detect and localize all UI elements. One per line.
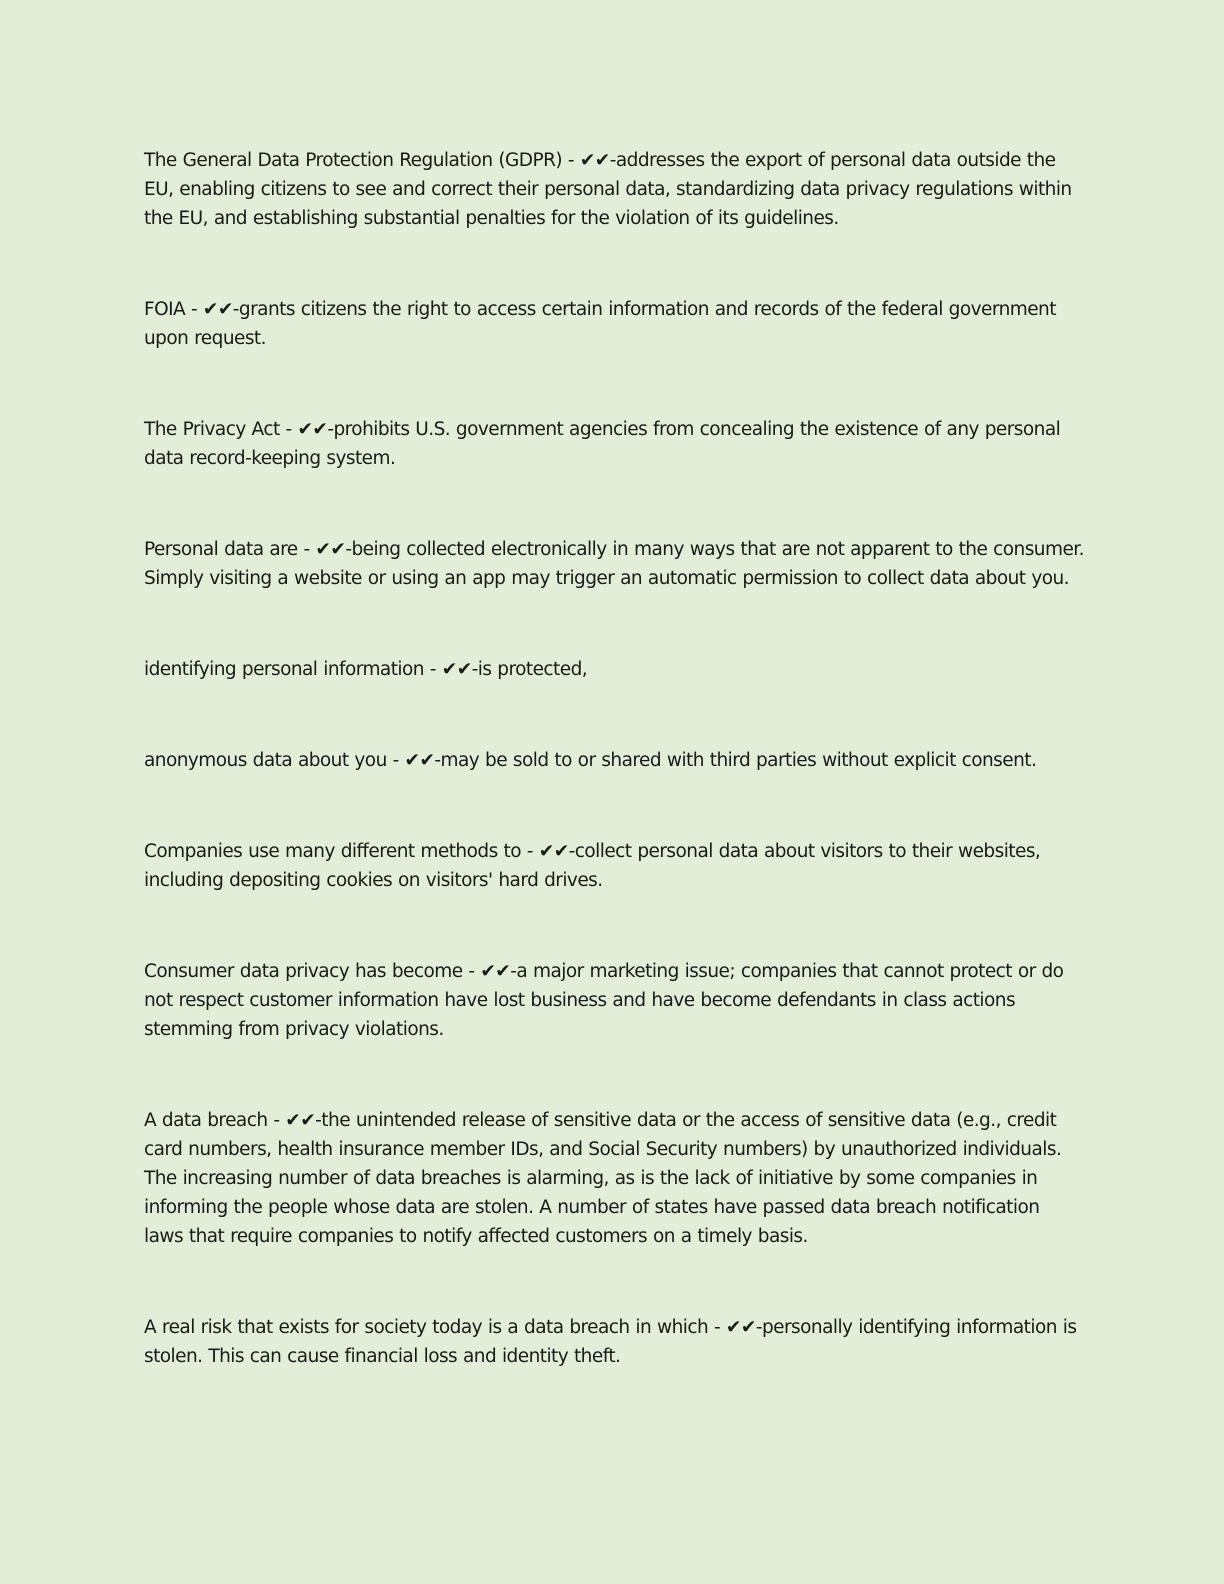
- flashcard-entry-data-breach: A data breach - ✔✔-the unintended release of sensitive data or the access of sensitive data (e.g., credit card numbers, health insurance member IDs, and Social Security numbers) by unauthorized individuals. The increasing number of data breaches is alarming, as is the lack of initiative by some companies in informing the people whose data are stolen. A number of states have passed data breach notification laws that require companies to notify affected customers on a timely basis.: [144, 1110, 1062, 1247]
- flashcard-entry-consumer-privacy: Consumer data privacy has become - ✔✔-a major marketing issue; companies that cannot protect or do not respect customer information have lost business and have become defendants in class actions stemming from privacy violations.: [144, 961, 1064, 1040]
- flashcard-entry-personal-data: Personal data are - ✔✔-being collected electronically in many ways that are not apparent to the consumer. Simply visiting a website or using an app may trigger an automatic permission to collect data about you.: [144, 539, 1084, 589]
- flashcard-entry-real-risk: A real risk that exists for society today is a data breach in which - ✔✔-personally identifying information is stolen. This can cause financial loss and identity theft.: [144, 1317, 1077, 1367]
- flashcard-list: [144, 146, 1084, 1371]
- flashcard-entry-foia: FOIA - ✔✔-grants citizens the right to access certain information and records of the federal government upon request.: [144, 299, 1056, 349]
- flashcard-entry-privacy-act: The Privacy Act - ✔✔-prohibits U.S. government agencies from concealing the existence of any personal data record-keeping system.: [144, 419, 1061, 469]
- flashcard-entry-identifying-info: identifying personal information - ✔✔-is protected,: [144, 659, 588, 680]
- flashcard-entry-gdpr: The General Data Protection Regulation (GDPR) - ✔✔-addresses the export of personal data outside the EU, enabling citizens to see and correct their personal data, standardizing data privacy regulations within the EU, and establishing substantial penalties for the violation of its guidelines.: [144, 150, 1072, 229]
- flashcard-entry-collection-methods: Companies use many different methods to - ✔✔-collect personal data about visitors to their websites, including depositing cookies on visitors' hard drives.: [144, 841, 1041, 891]
- flashcard-entry-anonymous-data: anonymous data about you - ✔✔-may be sold to or shared with third parties without explicit consent.: [144, 750, 1037, 771]
